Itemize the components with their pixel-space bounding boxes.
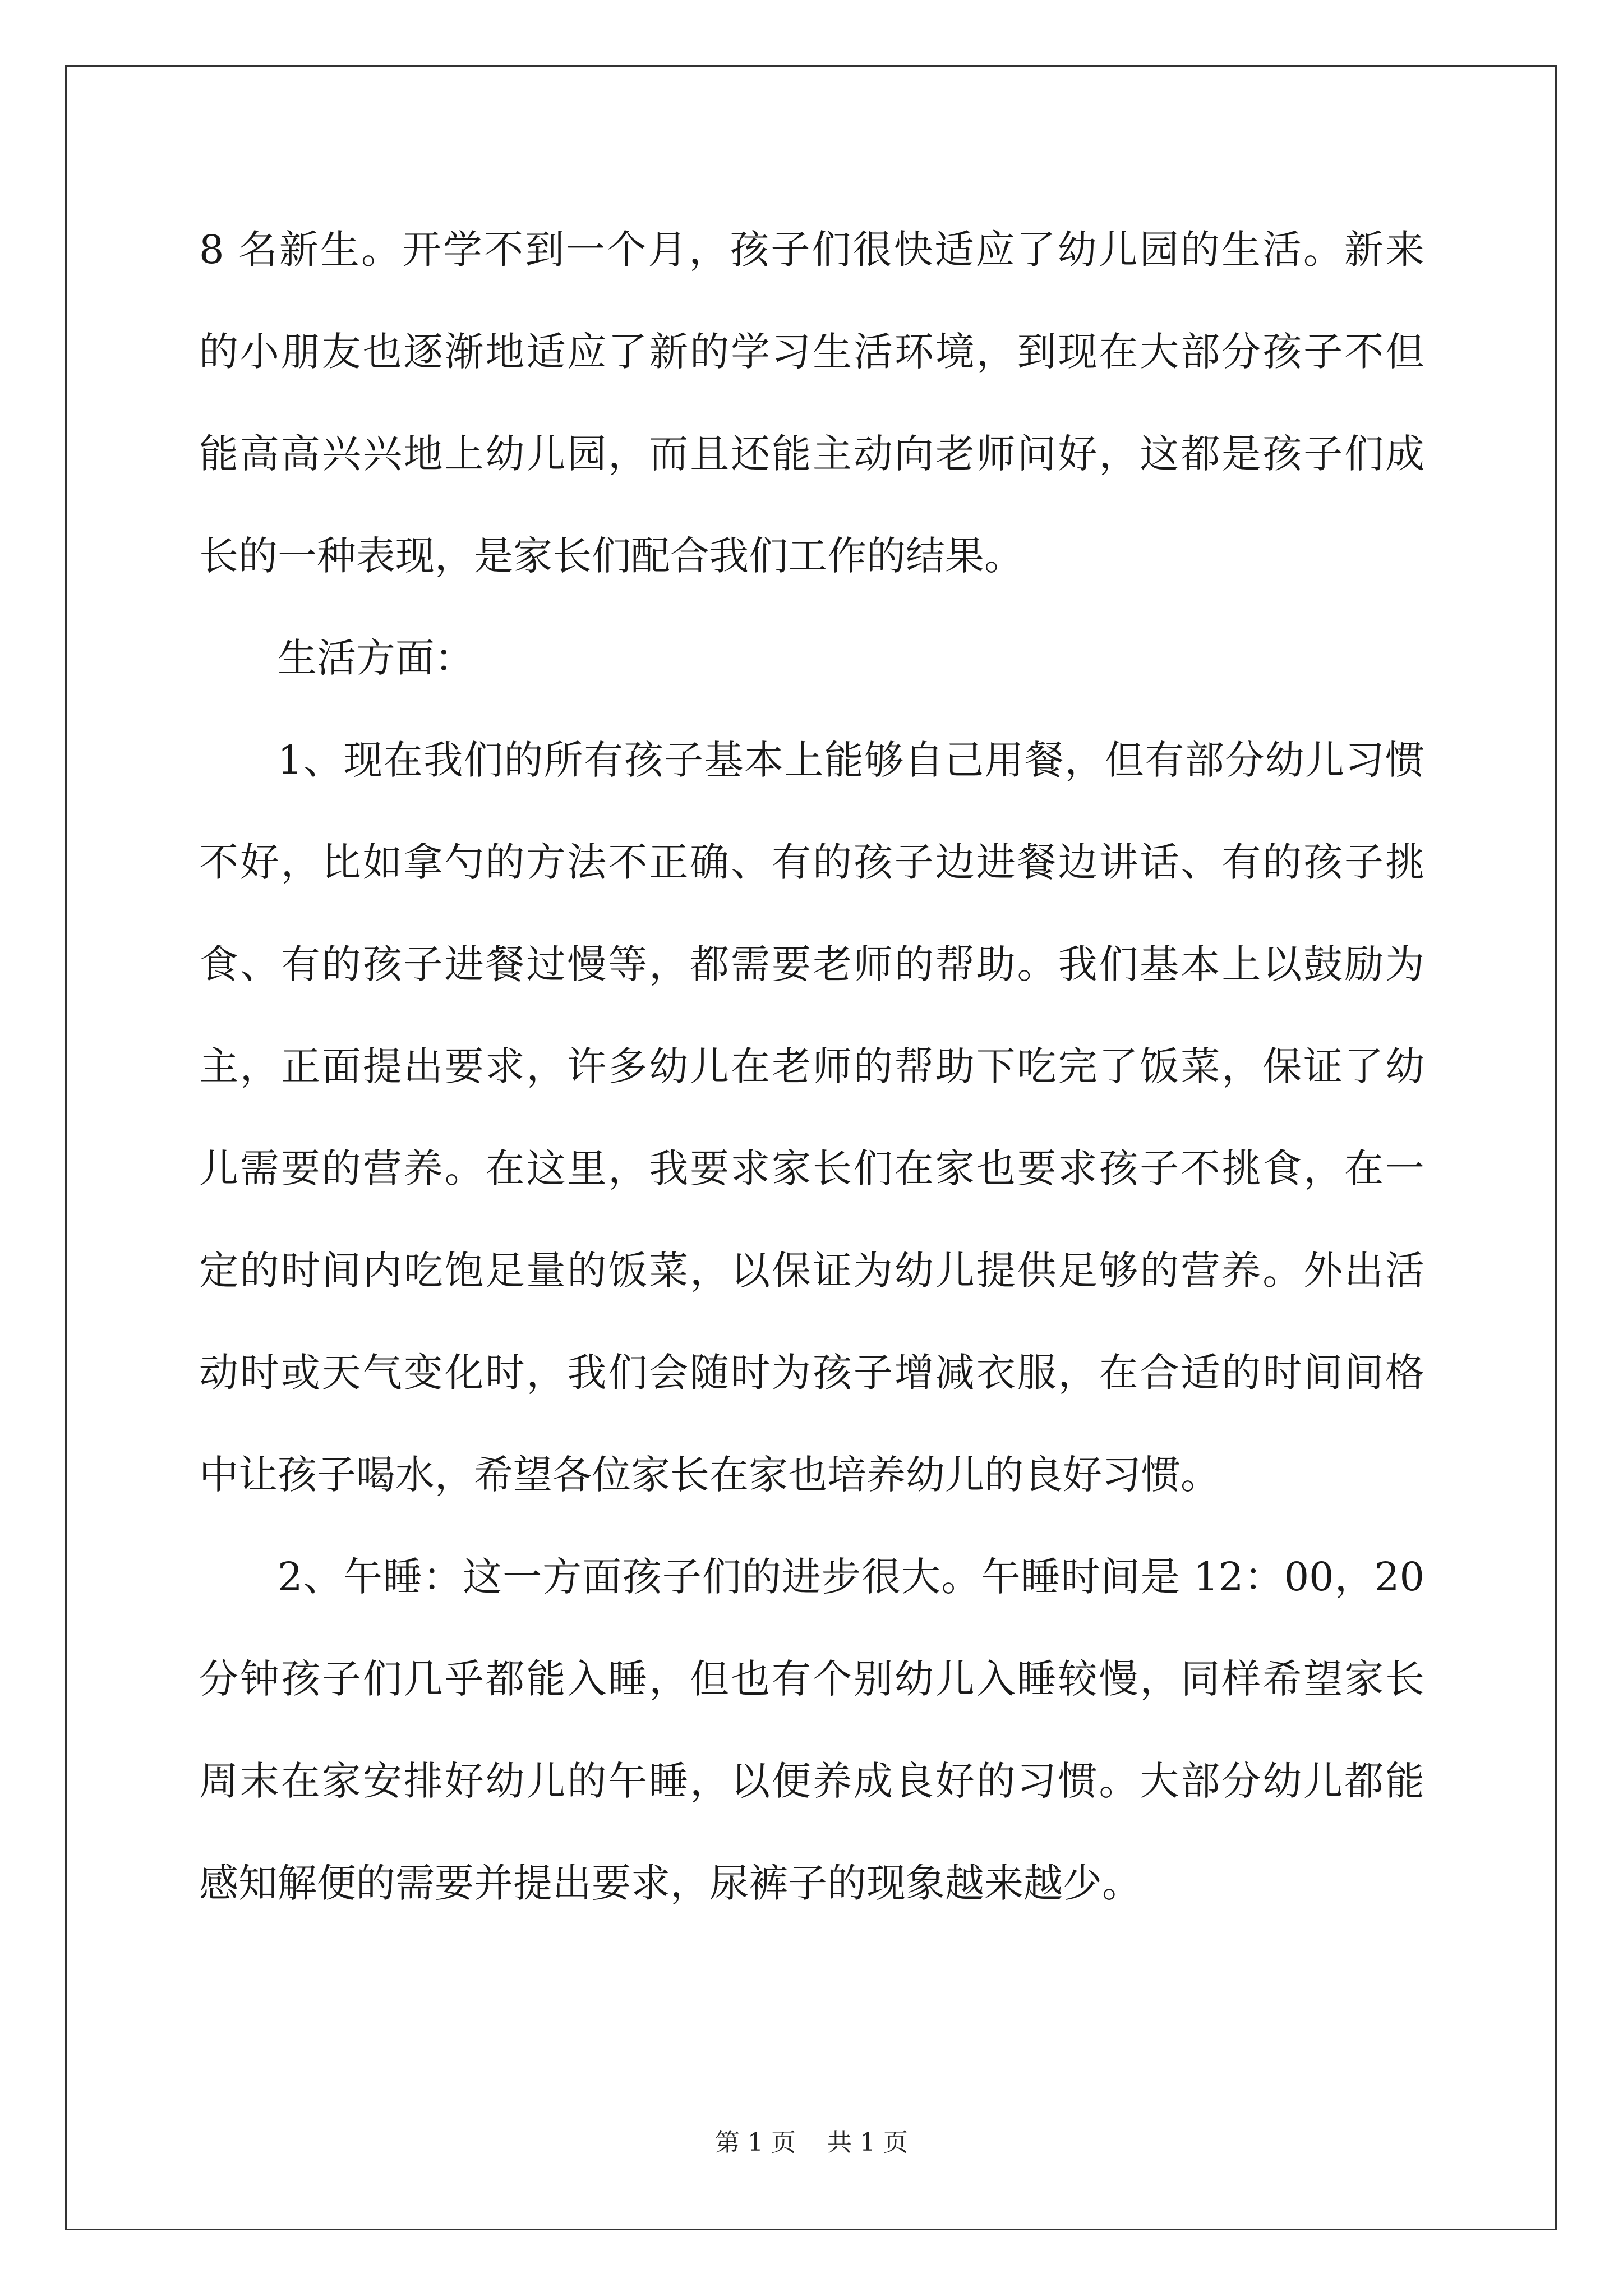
text-line: 不好，比如拿勺的方法不正确、有的孩子边进餐边讲话、有的孩子挑 [199,839,1424,885]
document-body [199,222,1424,1957]
text-line: 分钟孩子们几乎都能入睡，但也有个别幼儿入睡较慢，同样希望家长 [199,1656,1424,1702]
text-line: 感知解便的需要并提出要求，尿裤子的现象越来越少。 [199,1860,1141,1906]
paragraph [199,732,1424,1549]
text-line: 食、有的孩子进餐过慢等，都需要老师的帮助。我们基本上以鼓励为 [199,941,1424,987]
page-total: 共 1 页 [827,2128,908,2157]
text-line: 中让孩子喝水，希望各位家长在家也培养幼儿的良好习惯。 [199,1452,1220,1498]
page-footer [0,2126,1623,2160]
text-line: 主，正面提出要求，许多幼儿在老师的帮助下吃完了饭菜，保证了幼 [199,1043,1424,1089]
text-line: 的小朋友也逐渐地适应了新的学习生活环境，到现在大部分孩子不但 [199,329,1424,375]
text-line: 定的时间内吃饱足量的饭菜，以保证为幼儿提供足够的营养。外出活 [199,1248,1424,1294]
paragraph [199,222,1424,630]
paragraph [199,1549,1424,1957]
text-line: 1、现在我们的所有孩子基本上能够自己用餐，但有部分幼儿习惯 [278,737,1424,783]
text-line: 2、午睡：这一方面孩子们的进步很大。午睡时间是 12：00，20 [278,1554,1424,1600]
section-heading [199,630,1424,732]
text-line: 动时或天气变化时，我们会随时为孩子增减衣服，在合适的时间间格 [199,1350,1424,1396]
text-line: 周末在家安排好幼儿的午睡，以便养成良好的习惯。大部分幼儿都能 [199,1758,1424,1804]
text-line: 能高高兴兴地上幼儿园，而且还能主动向老师问好，这都是孩子们成 [199,431,1424,477]
text-line: 长的一种表现，是家长们配合我们工作的结果。 [199,533,1023,579]
text-line: 儿需要的营养。在这里，我要求家长们在家也要求孩子不挑食，在一 [199,1145,1424,1191]
text-line: 生活方面： [278,635,474,681]
text-line: 8 名新生。开学不到一个月，孩子们很快适应了幼儿园的生活。新来 [199,227,1424,273]
page-number: 第 1 页 [715,2128,796,2157]
